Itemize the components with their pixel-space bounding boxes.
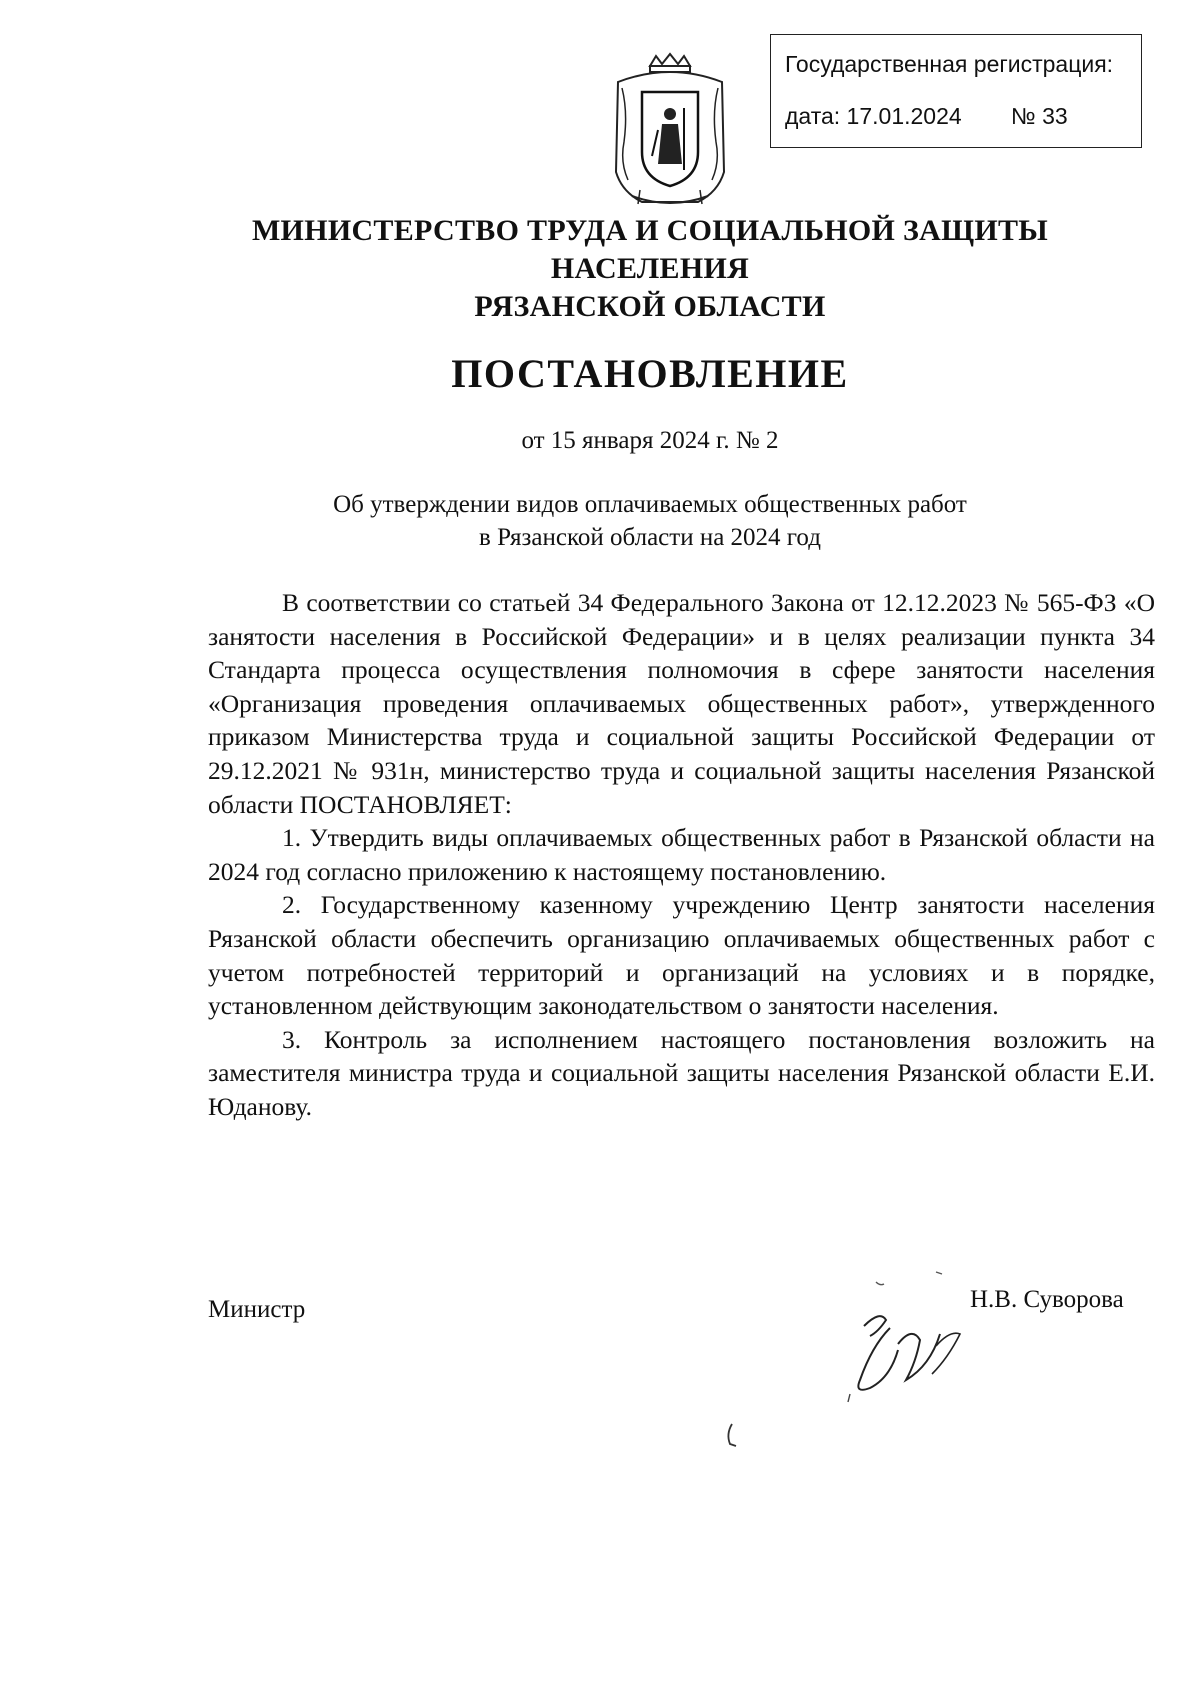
ministry-name-line1: МИНИСТЕРСТВО ТРУДА И СОЦИАЛЬНОЙ ЗАЩИТЫ НАСЕЛЕНИЯ (251, 214, 1049, 285)
document-subject-line2: в Рязанской области на 2024 год (479, 524, 821, 551)
registration-number: № 33 (1011, 103, 1068, 129)
ministry-name (150, 212, 1150, 326)
document-subject-line1: Об утверждении видов оплачиваемых общественных работ (333, 491, 967, 518)
document-date-number: от 15 января 2024 г. № 2 (521, 427, 779, 454)
ministry-name-line2: РЯЗАНСКОЙ ОБЛАСТИ (474, 290, 826, 323)
registration-date: дата: 17.01.2024 (785, 103, 962, 129)
item-paragraph-1: 1. Утвердить виды оплачиваемых общественных работ в Рязанской области на 2024 год согласно приложению к настоящему постановлению. (208, 823, 1155, 886)
signatory-name: Н.В. Суворова (970, 1286, 1124, 1313)
registration-stamp (770, 34, 1142, 148)
stray-mark-icon (722, 1422, 742, 1448)
item-paragraph-3: 3. Контроль за исполнением настоящего постановления возложить на заместителя министра труда и социальной защиты населения Рязанской области Е.И. Юданову. (208, 1024, 1155, 1121)
item-paragraph-2: 2. Государственному казенному учреждению Центр занятости населения Рязанской области обеспечить организацию оплачиваемых общественных работ с учетом потребностей территорий и организаций на условиях и в порядке, установленном действующим законодательством о занятости населения. (208, 890, 1155, 1021)
ryazan-coat-of-arms-icon (598, 52, 742, 210)
document-body (208, 586, 1155, 1124)
preamble-paragraph: В соответствии со статьей 34 Федерального Закона от 12.12.2023 № 565-ФЗ «О занятости населения в Российской Федерации» и в целях реализации пункта 34 Стандарта процесса осуществления полномочия в сфере занятости населения «Организация проведения оплачиваемых общественных работ», утвержденного приказом Министерства труда и социальной защиты Российской Федерации от 29.12.2021 № 931н, министерство труда и социальной защиты населения Рязанской области ПОСТАНОВЛЯЕТ: (208, 588, 1155, 819)
document-subject (150, 488, 1150, 554)
handwritten-signature-icon (820, 1270, 990, 1410)
document-type: ПОСТАНОВЛЕНИЕ (451, 351, 849, 396)
registration-title: Государственная регистрация: (785, 51, 1114, 77)
signatory-title: Министр (208, 1296, 306, 1323)
